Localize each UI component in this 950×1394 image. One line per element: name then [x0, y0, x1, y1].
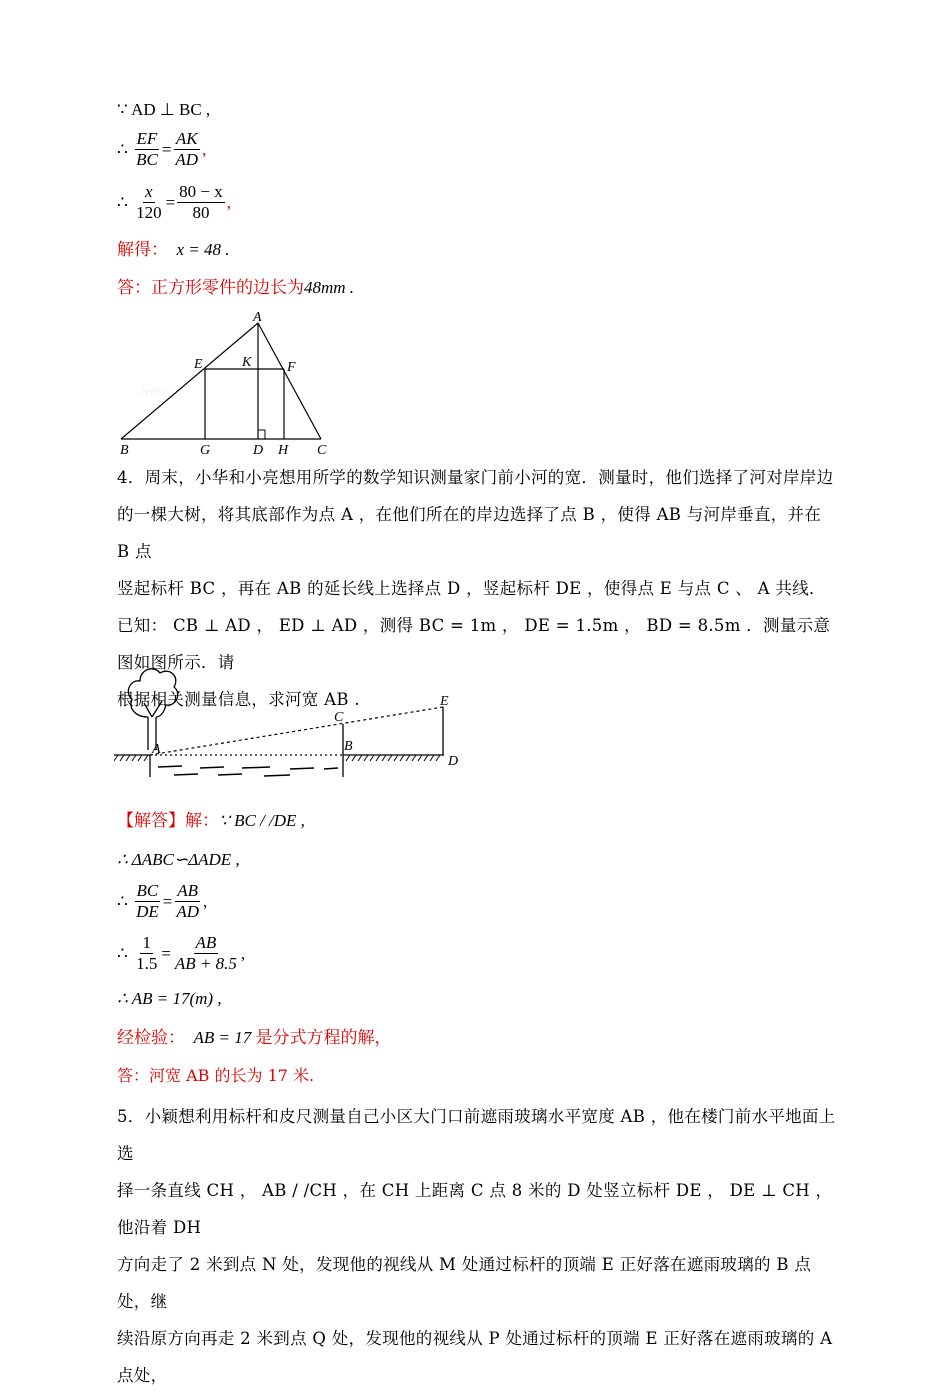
label-D: D	[253, 443, 264, 458]
fraction: $\frac{x}{120}$	[136, 182, 162, 222]
label-B: B	[120, 443, 129, 458]
solution-4-intro: 【解答】解：∵ BC / /DE ,	[117, 811, 305, 830]
figure-watermark: Jyeoo	[140, 385, 166, 397]
answer-3: 答：正方形零件的边长为48mm .	[117, 278, 355, 297]
answer-4: 答：河宽 AB 的长为 17 米.	[117, 1066, 315, 1085]
triangle-square-figure	[110, 302, 340, 460]
label-H: H	[278, 443, 289, 458]
label-E: E	[194, 357, 203, 372]
step-ratio-numeric: ∴ $\frac{1}{1.5}$ = $\frac{AB}{AB + 8.5}$ ,	[117, 933, 246, 973]
fraction: $\frac{80 - x}{80}$	[179, 182, 223, 222]
label-C: C	[317, 443, 327, 458]
label-C: C	[334, 710, 344, 725]
label-A: A	[152, 742, 161, 757]
label-E: E	[440, 694, 449, 709]
label-D: D	[448, 754, 459, 769]
label-F: F	[287, 360, 296, 375]
fraction: $\frac{BC}{DE}$	[136, 881, 159, 921]
result-ab: ∴ AB = 17(m) ,	[117, 989, 222, 1008]
step-perpendicular: ∵ AD ⊥ BC ,	[117, 100, 211, 119]
fraction: $\frac{EF}{BC}$	[136, 129, 158, 169]
label-A: A	[253, 310, 262, 325]
step-ratio-numbers: ∴ $\frac{x}{120}$ = $\frac{80 - x}{80}$ ,	[117, 182, 232, 222]
fraction: $\frac{AB}{AB + 8.5}$	[174, 933, 237, 973]
fraction: $\frac{AB}{AD}$	[176, 881, 200, 921]
fraction: $\frac{1}{1.5}$	[136, 933, 158, 973]
tree-icon	[128, 669, 177, 750]
river-figure	[114, 655, 464, 790]
problem-4-text: 4．周末，小华和小亮想用所学的数学知识测量家门前小河的宽．测量时，他们选择了河对岸岸边 的一棵大树，将其底部作为点 A ，在他们所在的岸边选择了点 B ，使得 AB 与河岸垂直，并在 B 点 竖起标杆 BC ，再在 AB 的延长线上选择点 D ，竖起标杆 DE ，使得点 E 与点 C 、 A 共线． 已知： CB ⊥ AD ， ED ⊥ AD ，测得 BC = 1m ， DE = 1.5m ， BD = 8.5m ．测量示意图如图所示．请 根据相关测量信息，求河宽 AB .	[117, 468, 834, 709]
similar-triangles-step: ∴ ΔABC∽ΔADE ,	[117, 850, 240, 869]
step-ratio-bc-de: ∴ $\frac{BC}{DE}$ = $\frac{AB}{AD}$ ,	[117, 881, 208, 921]
problem-5-text: 5．小颖想利用标杆和皮尺测量自己小区大门口前遮雨玻璃水平宽度 AB ，他在楼门前水平地面上选 择一条直线 CH ， AB / /CH ，在 CH 上距离 C 点 8 米的 D 处竖立标杆 DE ， DE ⊥ CH ，他沿着 DH 方向走了 2 米到点 N 处，发现他的视线从 M 处通过标杆的顶端 E 正好落在遮雨玻璃的 B 点处，继 续沿原方向再走 2 米到点 Q 处，发现他的视线从 P 处通过标杆的顶端 E 正好落在遮雨玻璃的 A 点处，	[117, 1107, 836, 1385]
check-solution: 经检验： AB = 17 是分式方程的解，	[117, 1028, 392, 1047]
step-ratio-letters: ∴ $\frac{EF}{BC}$ = $\frac{AK}{AD}$ ,	[117, 129, 207, 169]
label-G: G	[200, 443, 211, 458]
label-B: B	[344, 739, 353, 754]
solve-result: 解得： x = 48 .	[117, 240, 230, 259]
fraction: $\frac{AK}{AD}$	[175, 129, 199, 169]
label-K: K	[242, 355, 252, 370]
